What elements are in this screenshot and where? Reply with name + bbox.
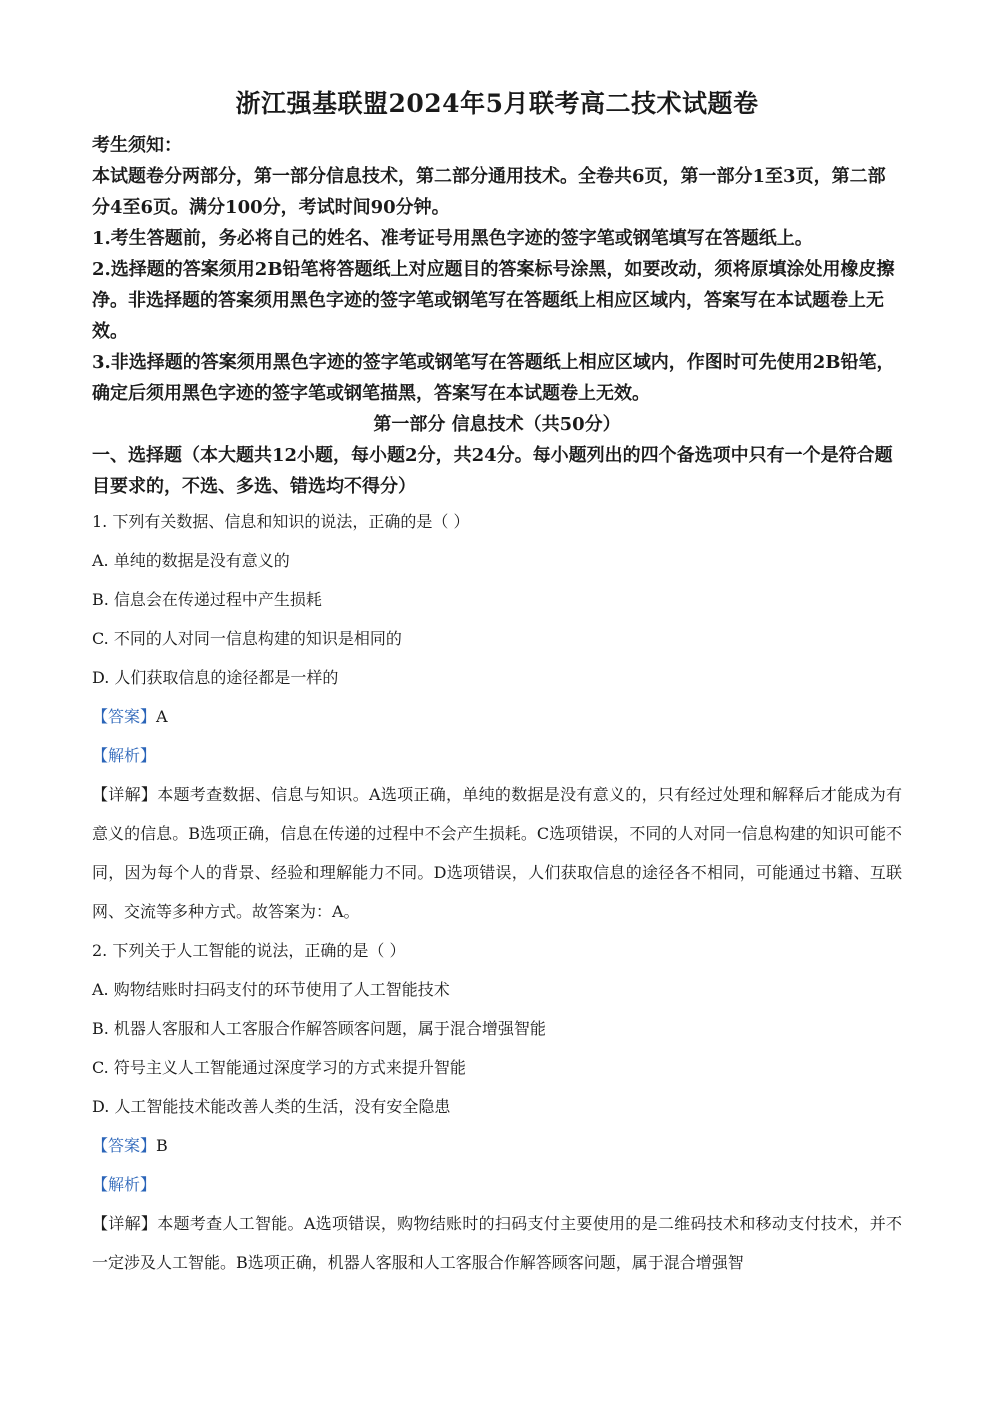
answer-tag: 【答案】 — [92, 707, 157, 726]
answer-tag: 【答案】 — [92, 1136, 157, 1155]
q1-analysis — [92, 736, 902, 775]
notice-line-3: 2.选择题的答案须用2B铅笔将答题纸上对应题目的答案标号涂黑，如要改动，须将原填涂处用橡皮擦净。非选择题的答案须用黑色字迹的签字笔或钢笔写在答题纸上相应区域内，答案写在本试题卷上无效。 — [92, 259, 895, 342]
q1-option-a: A. 单纯的数据是没有意义的 — [92, 551, 290, 570]
detail-tag: 【详解】 — [92, 785, 158, 804]
q2-answer — [92, 1126, 902, 1165]
part1-heading: 第一部分 信息技术（共50分） — [373, 414, 621, 435]
q2-option-c: C. 符号主义人工智能通过深度学习的方式来提升智能 — [92, 1058, 466, 1077]
q2-detail — [92, 1204, 902, 1282]
detail-tag: 【详解】 — [92, 1214, 158, 1233]
q2-option-b: B. 机器人客服和人工客服合作解答顾客问题，属于混合增强智能 — [92, 1019, 546, 1038]
answer-value: B — [156, 1136, 168, 1155]
question-2 — [92, 931, 902, 1282]
notice-line-1: 本试题卷分两部分，第一部分信息技术，第二部分通用技术。全卷共6页，第一部分1至3页，第二部分4至6页。满分100分，考试时间90分钟。 — [92, 166, 886, 218]
q1-option-d: D. 人们获取信息的途径都是一样的 — [92, 668, 339, 687]
detail-text: 本题考查人工智能。A选项错误，购物结账时的扫码支付主要使用的是二维码技术和移动支付技术，并不一定涉及人工智能。B选项正确，机器人客服和人工客服合作解答顾客问题，属于混合增强智 — [92, 1214, 902, 1272]
q2-option-a: A. 购物结账时扫码支付的环节使用了人工智能技术 — [92, 980, 450, 999]
q1-option-b: B. 信息会在传递过程中产生损耗 — [92, 590, 322, 609]
section-heading: 一、选择题（本大题共12小题，每小题2分，共24分。每小题列出的四个备选项中只有一个是符合题目要求的，不选、多选、错选均不得分） — [92, 445, 893, 497]
detail-text: 本题考查数据、信息与知识。A选项正确，单纯的数据是没有意义的，只有经过处理和解释后才能成为有意义的信息。B选项正确，信息在传递的过程中不会产生损耗。C选项错误，不同的人对同一信息构建的知识可能不同，因为每个人的背景、经验和理解能力不同。D选项错误，人们获取信息的途径各不相同，可能通过书籍、互联网、交流等多种方式。故答案为：A。 — [92, 785, 902, 921]
q2-analysis — [92, 1165, 902, 1204]
notice-line-4: 3.非选择题的答案须用黑色字迹的签字笔或钢笔写在答题纸上相应区域内，作图时可先使用2B铅笔，确定后须用黑色字迹的签字笔或钢笔描黑，答案写在本试题卷上无效。 — [92, 352, 895, 404]
q1-option-c: C. 不同的人对同一信息构建的知识是相同的 — [92, 629, 402, 648]
q1-stem: 1. 下列有关数据、信息和知识的说法，正确的是（ ） — [92, 512, 470, 531]
analysis-tag: 【解析】 — [92, 1175, 157, 1194]
q2-stem: 2. 下列关于人工智能的说法，正确的是（ ） — [92, 941, 406, 960]
analysis-tag: 【解析】 — [92, 746, 157, 765]
answer-value: A — [156, 707, 168, 726]
q1-detail — [92, 775, 902, 931]
q2-option-d: D. 人工智能技术能改善人类的生活，没有安全隐患 — [92, 1097, 451, 1116]
question-1 — [92, 502, 902, 931]
notice-heading: 考生须知： — [92, 135, 182, 156]
notice-line-2: 1.考生答题前，务必将自己的姓名、准考证号用黑色字迹的签字笔或钢笔填写在答题纸上。 — [92, 228, 813, 249]
q1-answer — [92, 697, 902, 736]
exam-title: 浙江强基联盟2024年5月联考高二技术试题卷 — [235, 89, 759, 118]
